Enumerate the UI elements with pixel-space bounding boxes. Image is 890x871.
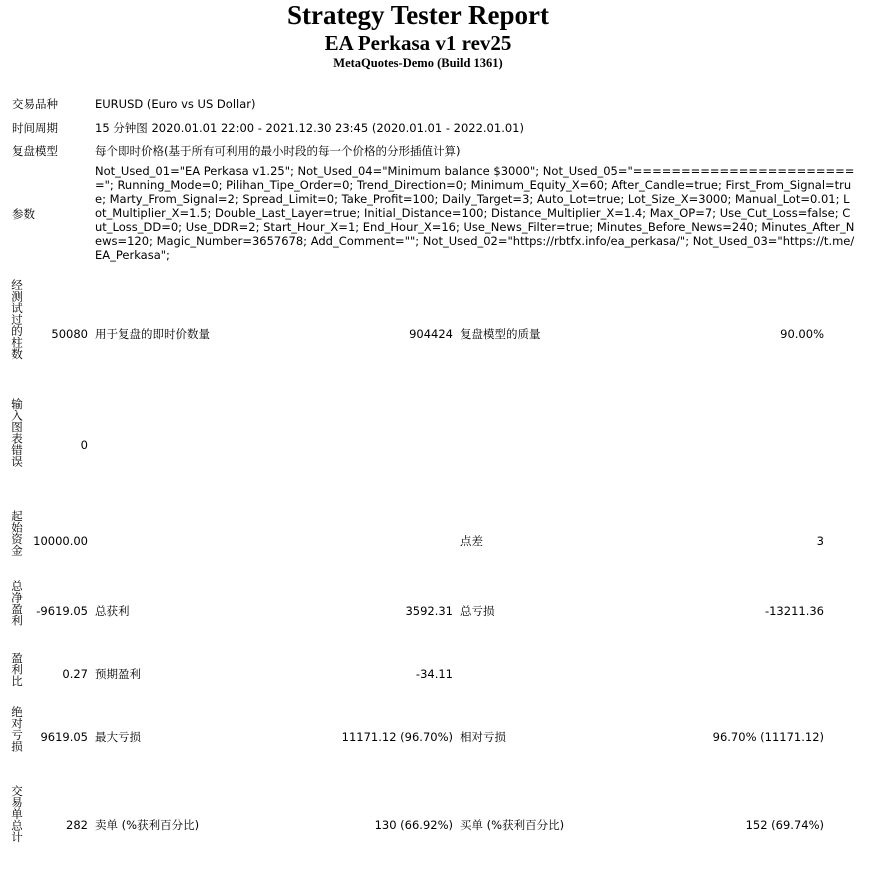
quality-value: 90.00% — [780, 327, 824, 341]
deposit-label: 起始资金 — [10, 510, 24, 556]
max-dd-label: 最大亏损 — [95, 730, 141, 744]
period-value: 15 分钟图 2020.01.01 22:00 - 2021.12.30 23:45 (2020.01.01 - 2022.01.01) — [95, 121, 524, 135]
expected-value: -34.11 — [415, 667, 453, 681]
quality-label: 复盘模型的质量 — [460, 327, 541, 341]
period-label: 时间周期 — [12, 121, 58, 135]
ticks-label: 用于复盘的即时价数量 — [95, 327, 210, 341]
gross-profit-label: 总获利 — [95, 604, 130, 618]
net-value: -9619.05 — [36, 604, 88, 618]
symbol-label: 交易品种 — [12, 97, 58, 111]
errors-label: 输入图表错误 — [10, 398, 24, 467]
bars-label: 经测试过的柱数 — [10, 279, 24, 360]
gross-profit-value: 3592.31 — [405, 604, 453, 618]
rel-dd-value: 96.70% (11171.12) — [712, 730, 824, 744]
expected-label: 预期盈利 — [95, 667, 141, 681]
model-label: 复盘模型 — [12, 144, 58, 158]
report-server: MetaQuotes-Demo (Build 1361) — [333, 56, 503, 70]
spread-label: 点差 — [460, 534, 483, 548]
model-value: 每个即时价格(基于所有可利用的最小时段的每一个价格的分形插值计算) — [95, 144, 461, 158]
trades-value: 282 — [66, 818, 88, 832]
pf-label: 盈利比 — [10, 652, 24, 687]
long-label: 买单 (%获利百分比) — [460, 818, 565, 832]
spread-value: 3 — [816, 534, 824, 548]
gross-loss-label: 总亏损 — [460, 604, 495, 618]
gross-loss-value: -13211.36 — [764, 604, 824, 618]
net-label: 总净盈利 — [10, 580, 24, 626]
symbol-value: EURUSD (Euro vs US Dollar) — [95, 97, 256, 111]
deposit-value: 10000.00 — [33, 534, 88, 548]
bars-value: 50080 — [51, 327, 88, 341]
rel-dd-label: 相对亏损 — [460, 730, 506, 744]
abs-dd-label: 绝对亏损 — [10, 706, 24, 752]
short-label: 卖单 (%获利百分比) — [95, 818, 200, 832]
report-subtitle: EA Perkasa v1 rev25 — [324, 31, 512, 55]
trades-label: 交易单总计 — [10, 785, 24, 843]
ticks-value: 904424 — [409, 327, 453, 341]
report-title: Strategy Tester Report — [287, 0, 549, 30]
long-value: 152 (69.74%) — [745, 818, 824, 832]
errors-value: 0 — [80, 438, 88, 452]
abs-dd-value: 9619.05 — [40, 730, 88, 744]
pf-value: 0.27 — [62, 667, 88, 681]
short-value: 130 (66.92%) — [374, 818, 453, 832]
params-value: Not_Used_01="EA Perkasa v1.25"; Not_Used_04="Minimum balance $3000"; Not_Used_05="========================"; Running_Mode=0; Pilihan_Tipe_Order=0; Trend_Direction=0; Minimum_Equity_X=60; After_Candle=true; First_From_Signal=true; Marty_From_Signal=2; Spread_Limit=0; Take_Profit=100; Daily_Target=3; Auto_Lot=true; Lot_Size_X=3000; Manual_Lot=0.01; Lot_Multiplier_X=1.5; Double_Last_Layer=true; Initial_Distance=100; Distance_Multiplier_X=1.4; Max_OP=7; Use_Cut_Loss=false; Cut_Loss_DD=0; Use_DDR=2; Start_Hour_X=1; End_Hour_X=16; Use_News_Filter=true; Minutes_Before_News=240; Minutes_After_News=120; Magic_Number=3657678; Add_Comment=""; Not_Used_02="https://rbtfx.info/ea_perkasa/"; Not_Used_03="https://t.me/EA_Perkasa"; — [95, 164, 855, 262]
max-dd-value: 11171.12 (96.70%) — [341, 730, 453, 744]
params-label: 参数 — [12, 207, 35, 221]
